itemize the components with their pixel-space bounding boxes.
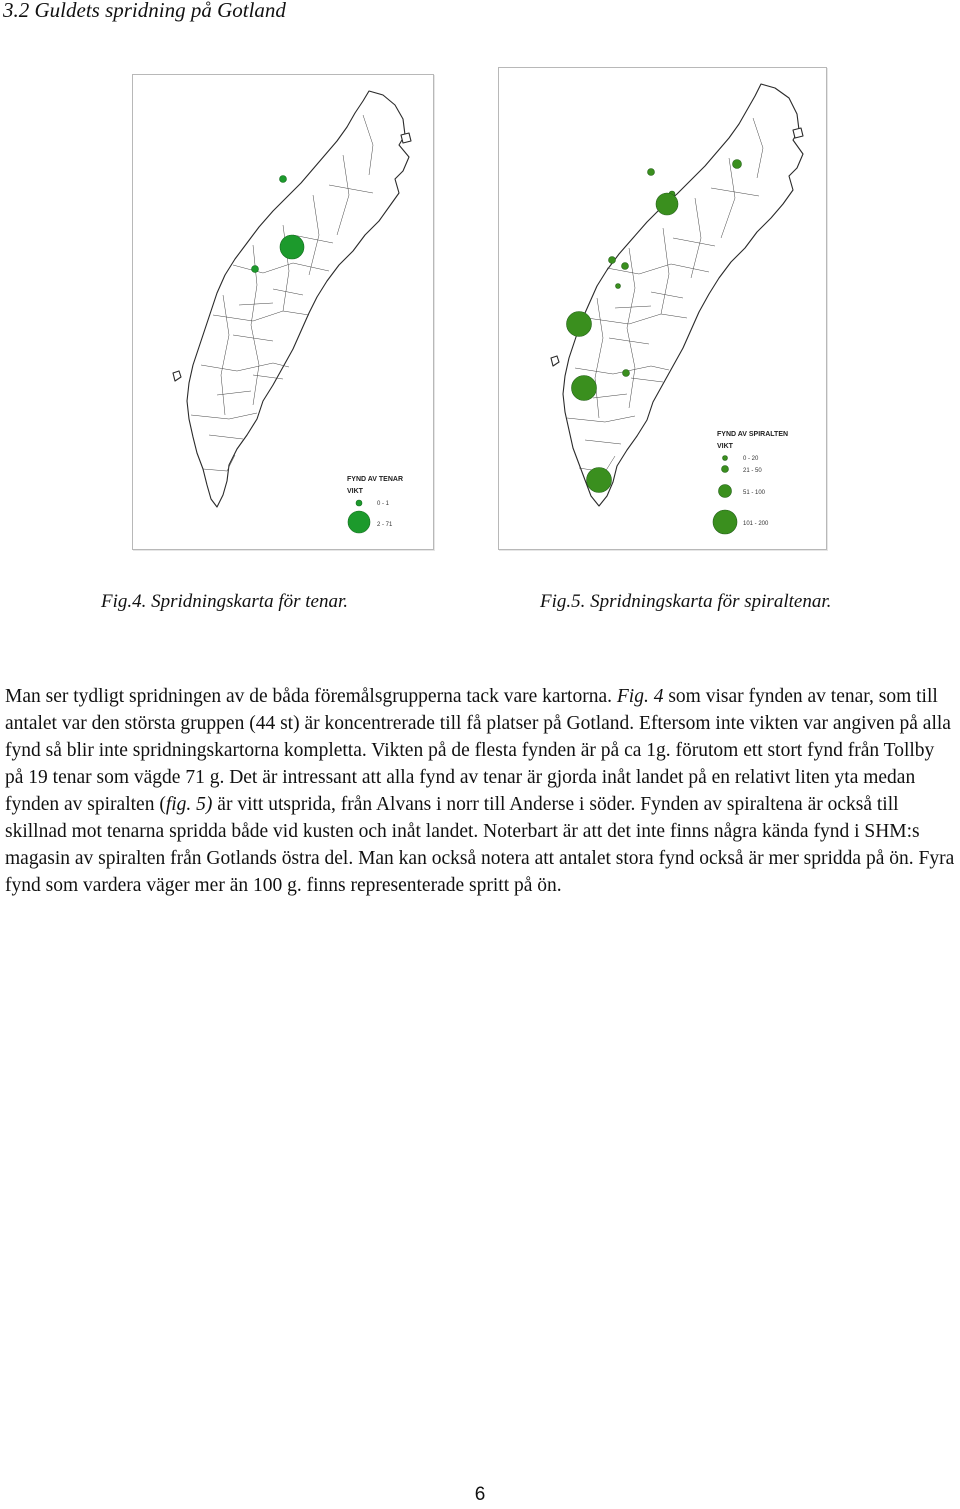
- figure-reference: Fig. 4: [616, 686, 664, 707]
- find-marker: [572, 376, 597, 401]
- find-marker: [587, 468, 612, 493]
- legend-subtitle: VIKT: [717, 443, 733, 450]
- legend-class-label: 21 - 50: [743, 468, 762, 474]
- body-text: är vitt utsprida, från Alvans i norr till Anderse i söder. Fynden av spiraltena är också till skillnad mot tenarna spridda både vid kusten och inåt landet. Noterbart är att det inte finns några kända fynd i SHM:s magasin av spiralten från Gotlands östra del. Man kan också notera att antalet stora fynd också är mer spridda på ön. Fyra fynd som vardera väger mer än 100 g. finns representerade spritt på ön.: [5, 794, 955, 896]
- body-text: Man ser tydligt spridningen av de båda föremålsgrupperna tack vare kartorna.: [5, 686, 617, 707]
- islet: [401, 133, 411, 143]
- find-marker: [609, 257, 616, 264]
- find-marker: [733, 160, 742, 169]
- figure-caption: Fig.5. Spridningskarta för spiraltenar.: [540, 591, 832, 612]
- find-marker: [252, 266, 259, 273]
- legend-marker-small: [356, 500, 362, 506]
- legend-marker-class-3: [719, 485, 732, 498]
- find-marker: [280, 176, 287, 183]
- gotland-island-outline: [563, 84, 803, 506]
- legend-class-label: 0 - 1: [377, 501, 390, 507]
- legend-marker-class-1: [723, 456, 728, 461]
- legend-class-label: 51 - 100: [743, 490, 766, 496]
- legend-title: FYND AV TENAR: [347, 476, 403, 483]
- legend-class-label: 0 - 20: [743, 456, 759, 462]
- body-paragraph: [5, 683, 955, 899]
- find-marker: [280, 235, 304, 259]
- body-text: Vikten på de flesta fynden är på ca 1g. förutom ett stort fynd från Tollby på 19 tenar som vägde 71 g. Det är intressant att alla fynd av tenar är gjorda inåt landet på en relativt liten yta medan fynden av spiralten (: [5, 740, 935, 815]
- islet: [173, 371, 181, 381]
- legend-marker-class-2: [722, 466, 729, 473]
- legend-class-label: 101 - 200: [743, 521, 769, 527]
- find-marker: [622, 263, 629, 270]
- find-marker: [567, 312, 592, 337]
- section-heading: 3.2 Guldets spridning på Gotland: [3, 0, 286, 22]
- map-figure-spiraltenar: [498, 67, 827, 550]
- find-marker: [623, 370, 630, 377]
- figure-caption: Fig.4. Spridningskarta för tenar.: [101, 591, 349, 612]
- find-marker: [648, 169, 655, 176]
- islet: [551, 356, 559, 366]
- gotland-map-tenar: [133, 75, 433, 549]
- islet: [793, 128, 803, 138]
- gotland-island-outline: [187, 91, 409, 507]
- legend-marker-class-4: [713, 510, 737, 534]
- legend-class-label: 2 - 71: [377, 522, 393, 528]
- body-text: som visar fynden av tenar, som till antalet var den största gruppen (44 st) är koncentrerade till få platser på Gotland. Eftersom inte vikten var angiven på alla fynd så blir inte spridningskartorna kompletta.: [5, 686, 951, 761]
- page-number: 6: [474, 1484, 486, 1505]
- find-marker: [616, 284, 621, 289]
- legend-marker-large: [348, 511, 370, 533]
- find-marker: [656, 193, 678, 215]
- figure-reference: fig. 5): [165, 794, 213, 815]
- legend-title: FYND AV SPIRALTEN: [717, 431, 789, 438]
- legend-subtitle: VIKT: [347, 488, 363, 495]
- gotland-map-spiraltenar: [499, 68, 826, 549]
- map-figure-tenar: [132, 74, 434, 550]
